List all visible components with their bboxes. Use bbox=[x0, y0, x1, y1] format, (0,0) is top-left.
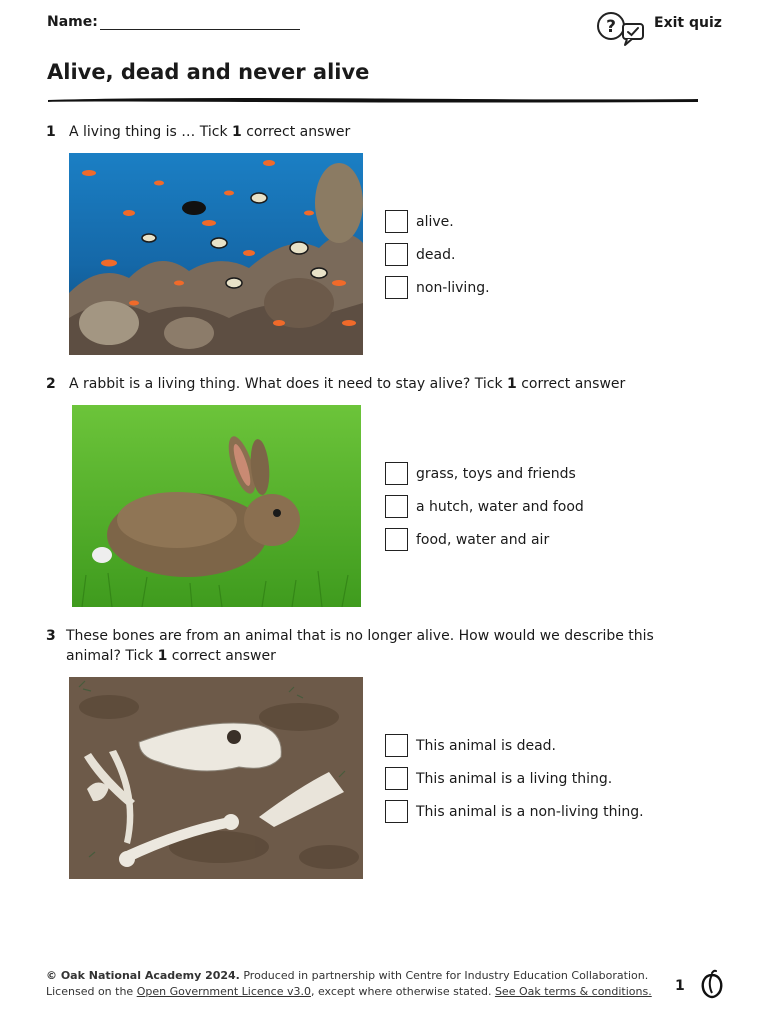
checkbox[interactable] bbox=[385, 210, 408, 233]
checkbox[interactable] bbox=[385, 734, 408, 757]
checkbox[interactable] bbox=[385, 495, 408, 518]
q3-option-2[interactable] bbox=[385, 767, 612, 790]
checkbox[interactable] bbox=[385, 528, 408, 551]
title-underline bbox=[46, 95, 701, 104]
q3-option-1[interactable] bbox=[385, 734, 556, 757]
q2-option-1[interactable] bbox=[385, 462, 576, 485]
terms-link[interactable]: See Oak terms & conditions. bbox=[494, 985, 652, 998]
option-label: food, water and air bbox=[416, 531, 550, 548]
exit-quiz-badge bbox=[596, 10, 722, 48]
exit-quiz-label: Exit quiz bbox=[654, 15, 722, 31]
option-label: This animal is a non-living thing. bbox=[416, 803, 644, 820]
q1-option-3[interactable] bbox=[385, 276, 490, 299]
q3-option-3[interactable] bbox=[385, 800, 644, 823]
q1-option-1[interactable] bbox=[385, 210, 454, 233]
animal-bones-photo bbox=[69, 677, 363, 879]
page-number: 1 bbox=[675, 978, 685, 994]
coral-reef-fish-photo bbox=[69, 153, 363, 355]
question-1-number: 1 bbox=[46, 124, 56, 140]
q2-option-2[interactable] bbox=[385, 495, 584, 518]
checkbox[interactable] bbox=[385, 767, 408, 790]
question-2-text: A rabbit is a living thing. What does it need to stay alive? Tick 1 correct answer bbox=[69, 376, 626, 392]
name-label: Name: bbox=[47, 14, 98, 30]
option-label: dead. bbox=[416, 246, 456, 263]
name-line[interactable] bbox=[100, 14, 300, 30]
svg-text:?: ? bbox=[606, 17, 616, 37]
option-label: grass, toys and friends bbox=[416, 465, 576, 482]
q2-option-3[interactable] bbox=[385, 528, 549, 551]
option-label: non-living. bbox=[416, 279, 490, 296]
question-speech-bubble-icon bbox=[596, 10, 648, 48]
option-label: This animal is dead. bbox=[416, 737, 557, 754]
option-label: This animal is a living thing. bbox=[416, 770, 613, 787]
footer bbox=[46, 968, 652, 1000]
checkbox[interactable] bbox=[385, 800, 408, 823]
question-1-text: A living thing is … Tick 1 correct answer bbox=[69, 124, 351, 140]
checkbox[interactable] bbox=[385, 276, 408, 299]
q1-option-2[interactable] bbox=[385, 243, 455, 266]
page-title: Alive, dead and never alive bbox=[47, 60, 370, 84]
checkbox[interactable] bbox=[385, 462, 408, 485]
rabbit-on-grass-photo bbox=[72, 405, 361, 607]
oak-acorn-logo-icon bbox=[700, 969, 724, 999]
footer-line-1: © Oak National Academy 2024. Produced in partnership with Centre for Industry Education Collaboration. bbox=[46, 969, 649, 982]
question-2-number: 2 bbox=[46, 376, 56, 392]
option-label: a hutch, water and food bbox=[416, 498, 584, 515]
name-field[interactable] bbox=[47, 14, 300, 30]
copyright: © Oak National Academy 2024. bbox=[46, 969, 240, 982]
question-3-text: These bones are from an animal that is no longer alive. How would we describe this animal? Tick 1 correct answer bbox=[66, 628, 654, 664]
question-3-number: 3 bbox=[46, 628, 56, 644]
option-label: alive. bbox=[416, 213, 454, 230]
licence-link[interactable]: Open Government Licence v3.0 bbox=[136, 985, 311, 998]
footer-line-2: Licensed on the Open Government Licence v3.0, except where otherwise stated. See Oak terms & conditions. bbox=[46, 985, 652, 998]
checkbox[interactable] bbox=[385, 243, 408, 266]
